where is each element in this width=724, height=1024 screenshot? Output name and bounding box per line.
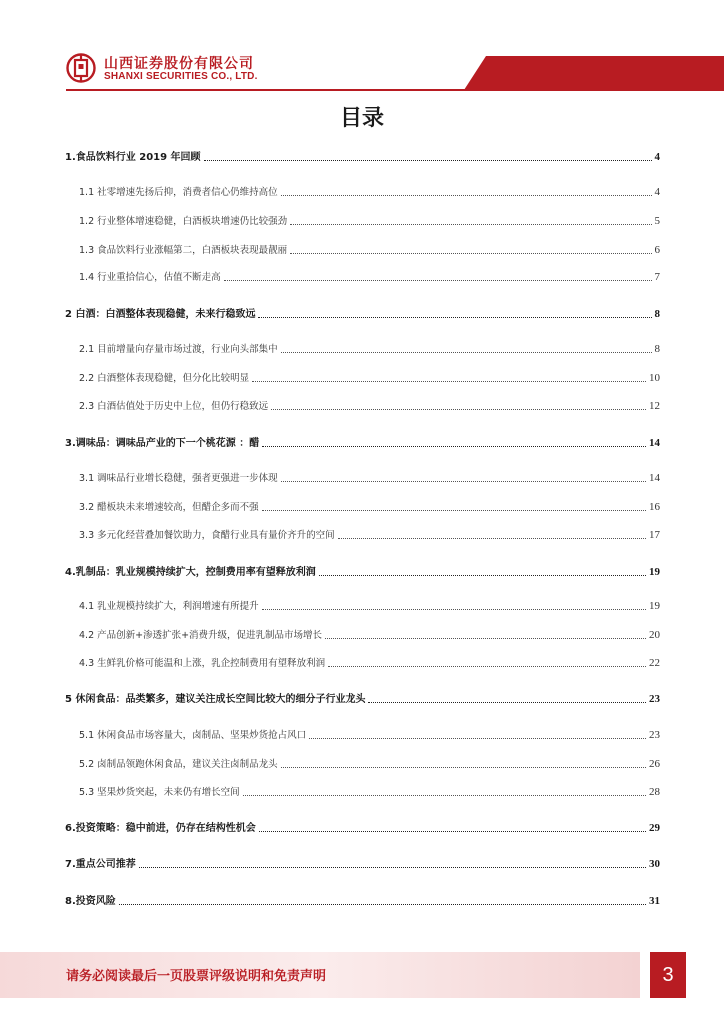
toc-leader-dots <box>224 279 652 281</box>
toc-leader-dots <box>271 408 646 410</box>
toc-entry[interactable] <box>65 241 660 259</box>
toc-leader-dots <box>139 866 646 868</box>
toc-entry-label: 3.3 多元化经营叠加餐饮助力，食醋行业具有量价齐升的空间 <box>79 530 335 541</box>
toc-entry-page: 20 <box>649 629 660 641</box>
toc-entry[interactable] <box>65 369 660 387</box>
toc-entry[interactable] <box>65 469 660 487</box>
toc-entry[interactable] <box>65 855 660 873</box>
toc-entry-page: 22 <box>649 657 660 669</box>
toc-entry-label: 4.1 乳业规模持续扩大，利润增速有所提升 <box>79 601 259 612</box>
toc-entry[interactable] <box>65 690 660 708</box>
toc-leader-dots <box>259 830 646 832</box>
toc-entry-label: 3.1 调味品行业增长稳健，强者更强进一步体现 <box>79 473 278 484</box>
toc-entry-label: 1.4 行业重拾信心，估值不断走高 <box>79 272 221 283</box>
toc-entry[interactable] <box>65 212 660 230</box>
toc-entry-label: 2 白酒：白酒整体表现稳健，未来行稳致远 <box>65 309 256 320</box>
toc-entry-label: 4.乳制品：乳业规模持续扩大，控制费用率有望释放利润 <box>65 567 316 578</box>
toc-entry-label: 2.2 白酒整体表现稳健，但分化比较明显 <box>79 373 250 384</box>
toc-entry-label: 5.2 卤制品领跑休闲食品，建议关注卤制品龙头 <box>79 759 278 770</box>
toc-entry-label: 5.3 坚果炒货突起，未来仍有增长空间 <box>79 787 240 798</box>
toc-leader-dots <box>243 794 646 796</box>
shanxi-securities-logo-icon <box>66 53 96 83</box>
toc-entry-page: 19 <box>649 600 660 612</box>
toc-entry-page: 5 <box>654 215 660 227</box>
toc-entry-page: 29 <box>649 822 660 834</box>
toc-entry-label: 3.2 醋板块未来增速较高，但醋企多而不强 <box>79 502 259 513</box>
toc-entry[interactable] <box>65 755 660 773</box>
toc-entry-page: 8 <box>654 308 660 320</box>
header-divider <box>66 89 724 91</box>
toc-entry[interactable] <box>65 305 660 323</box>
toc-leader-dots <box>252 380 646 382</box>
toc-entry-page: 26 <box>649 758 660 770</box>
toc-leader-dots <box>119 903 646 905</box>
toc-entry[interactable] <box>65 597 660 615</box>
toc-leader-dots <box>290 252 651 254</box>
toc-entry[interactable] <box>65 726 660 744</box>
toc-entry-page: 17 <box>649 529 660 541</box>
toc-leader-dots <box>325 637 646 639</box>
footer-disclaimer: 请务必阅读最后一页股票评级说明和免责声明 <box>66 969 327 984</box>
toc-entry[interactable] <box>65 183 660 201</box>
toc-entry-label: 1.3 食品饮料行业涨幅第二，白酒板块表现最靓丽 <box>79 245 288 256</box>
toc-entry-label: 3.调味品：调味品产业的下一个桃花源 ：醋 <box>65 438 260 449</box>
toc-title: 目录 <box>339 106 384 131</box>
toc-entry-page: 30 <box>649 858 660 870</box>
toc-leader-dots <box>281 194 652 196</box>
toc-entry-page: 7 <box>654 271 660 283</box>
toc-leader-dots <box>290 223 651 225</box>
page-number: 3 <box>650 952 686 998</box>
toc-entry-page: 28 <box>649 786 660 798</box>
toc-leader-dots <box>338 537 646 539</box>
toc-entry-page: 14 <box>649 437 660 449</box>
toc-entry[interactable] <box>65 340 660 358</box>
report-type-banner <box>464 56 724 90</box>
toc-entry-label: 8.投资风险 <box>65 896 116 907</box>
toc-leader-dots <box>368 701 646 703</box>
toc-entry-page: 23 <box>649 729 660 741</box>
toc-entry[interactable] <box>65 268 660 286</box>
company-name-cn: 山西证券股份有限公司 <box>104 56 254 72</box>
toc-entry-label: 5.1 休闲食品市场容量大，卤制品、坚果炒货抢占风口 <box>79 730 307 741</box>
toc-entry-label: 5 休闲食品：品类繁多，建议关注成长空间比较大的细分子行业龙头 <box>65 694 366 705</box>
toc-entry[interactable] <box>65 654 660 672</box>
toc-entry[interactable] <box>65 397 660 415</box>
toc-entry-page: 8 <box>654 343 660 355</box>
toc-entry-page: 12 <box>649 400 660 412</box>
toc-entry-label: 1.2 行业整体增速稳健，白酒板块增速仍比较强劲 <box>79 216 288 227</box>
toc-entry[interactable] <box>65 783 660 801</box>
toc-entry[interactable] <box>65 434 660 452</box>
toc-entry[interactable] <box>65 819 660 837</box>
toc-leader-dots <box>281 766 646 768</box>
toc-entry-label: 1.食品饮料行业 2019 年回顾 <box>65 152 201 163</box>
toc-leader-dots <box>262 509 646 511</box>
page-header <box>0 0 724 96</box>
toc-entry-label: 2.3 白酒估值处于历史中上位，但仍行稳致远 <box>79 401 269 412</box>
toc-leader-dots <box>262 608 646 610</box>
toc-leader-dots <box>281 480 646 482</box>
toc-entry[interactable] <box>65 526 660 544</box>
toc-entry-label: 6.投资策略：稳中前进，仍存在结构性机会 <box>65 823 256 834</box>
toc-entry[interactable] <box>65 498 660 516</box>
toc-leader-dots <box>281 351 652 353</box>
toc-leader-dots <box>328 665 646 667</box>
toc-entry[interactable] <box>65 892 660 910</box>
toc-entry[interactable] <box>65 626 660 644</box>
toc-entry-label: 4.3 生鲜乳价格可能温和上涨，乳企控制费用有望释放利润 <box>79 658 326 669</box>
report-type-label: 证券研究报告：行业研究/投资策略 <box>513 11 698 25</box>
toc-entry[interactable] <box>65 563 660 581</box>
toc-entry-page: 31 <box>649 895 660 907</box>
toc-entry-page: 6 <box>654 244 660 256</box>
toc-entry[interactable] <box>65 148 660 166</box>
toc-entry-page: 4 <box>654 186 660 198</box>
toc-entry-label: 2.1 目前增量向存量市场过渡，行业向头部集中 <box>79 344 278 355</box>
toc-entry-page: 16 <box>649 501 660 513</box>
toc-leader-dots <box>319 574 646 576</box>
toc-entry-page: 10 <box>649 372 660 384</box>
toc-entry-page: 4 <box>654 151 660 163</box>
toc-entry-page: 23 <box>649 693 660 705</box>
toc-leader-dots <box>262 445 646 447</box>
toc-entry-page: 19 <box>649 566 660 578</box>
toc-entry-label: 7.重点公司推荐 <box>65 859 136 870</box>
company-name-en: SHANXI SECURITIES CO., LTD. <box>104 71 258 82</box>
toc-entry-label: 1.1 社零增速先扬后抑，消费者信心仍维持高位 <box>79 187 278 198</box>
toc-leader-dots <box>258 316 651 318</box>
toc-entry-label: 4.2 产品创新+渗透扩张+消费升级，促进乳制品市场增长 <box>79 630 323 641</box>
toc-leader-dots <box>204 159 652 161</box>
toc-leader-dots <box>309 737 646 739</box>
toc-entry-page: 14 <box>649 472 660 484</box>
